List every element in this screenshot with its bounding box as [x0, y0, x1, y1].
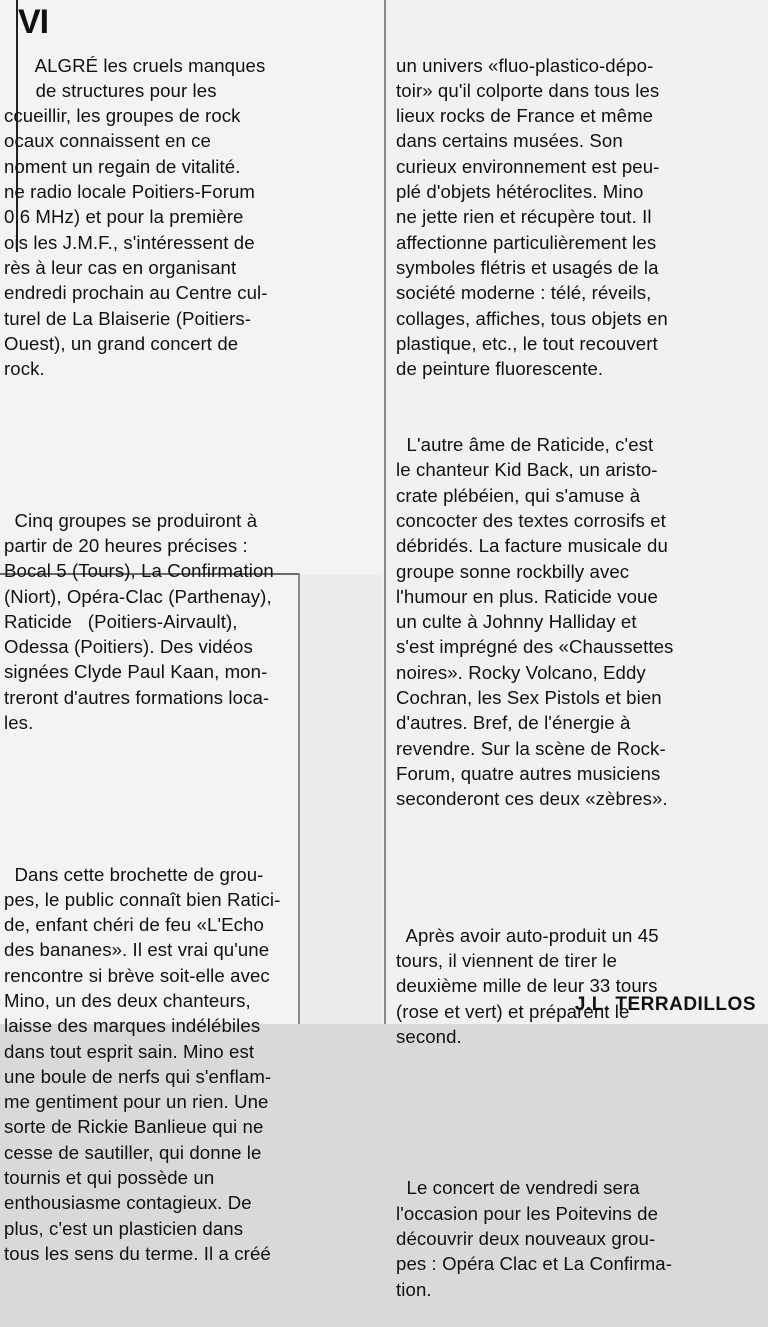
text-line: enthousiasme contagieux. De — [4, 1192, 252, 1214]
paragraph — [4, 862, 382, 1267]
text-line: second. — [396, 1025, 462, 1047]
text-line: (rose et vert) et préparent le — [396, 1000, 630, 1022]
text-line: sorte de Rickie Banlieue qui ne — [4, 1116, 264, 1138]
text-line: Forum, quatre autres musiciens — [396, 762, 661, 784]
text-line: dans certains musées. Son — [396, 130, 623, 152]
author-signature: J.L. TERRADILLOS — [574, 994, 756, 1015]
text-line: me gentiment pour un rien. Une — [4, 1091, 269, 1113]
text-line: turel de La Blaiserie (Poitiers- — [4, 307, 252, 329]
text-line: 0,6 MHz) et pour la première — [4, 206, 244, 228]
paper-edge — [384, 0, 386, 1024]
text-line: tours, il viennent de tirer le — [396, 949, 618, 971]
text-line: Le concert de vendredi sera — [396, 1177, 640, 1199]
text-line: plastique, etc., le tout recouvert — [396, 332, 658, 354]
text-line: pes, le public connaît bien Ratici- — [4, 888, 281, 910]
text-line: Cochran, les Sex Pistols et bien — [396, 687, 662, 709]
text-line: des bananes». Il est vrai qu'une — [4, 939, 270, 961]
text-line: concocter des textes corrosifs et — [396, 509, 666, 531]
text-line: Dans cette brochette de grou- — [4, 863, 264, 885]
paragraph — [4, 508, 382, 736]
text-line: Après avoir auto-produit un 45 — [396, 924, 659, 946]
text-line: une boule de nerfs qui s'enflam- — [4, 1065, 272, 1087]
text-line: noment un regain de vitalité. — [4, 155, 241, 177]
text-line: ne jette rien et récupère tout. Il — [396, 206, 652, 228]
text-line: ccueillir, les groupes de rock — [4, 105, 241, 127]
text-line: (Niort), Opéra-Clac (Parthenay), — [4, 585, 272, 607]
text-line: curieux environnement est peu- — [396, 155, 660, 177]
text-line: ne radio locale Poitiers-Forum — [4, 181, 256, 203]
text-line: ocaux connaissent en ce — [4, 130, 211, 152]
text-line: seconderont ces deux «zèbres». — [396, 788, 668, 810]
text-line: endredi prochain au Centre cul- — [4, 282, 268, 304]
text-line: tion. — [396, 1278, 432, 1300]
text-line: groupe sonne rockbilly avec — [396, 560, 630, 582]
drop-cap: VI — [18, 3, 49, 41]
text-line: Cinq groupes se produiront à — [4, 509, 258, 531]
text-line: pes : Opéra Clac et La Confirma- — [396, 1253, 673, 1275]
text-line: lieux rocks de France et même — [396, 105, 654, 127]
text-line: revendre. Sur la scène de Rock- — [396, 737, 666, 759]
article-column-right — [396, 2, 758, 1327]
paragraph — [396, 1175, 758, 1301]
text-line: de structures pour les — [4, 79, 217, 101]
text-line: ois les J.M.F., s'intéressent de — [4, 231, 255, 253]
paragraph — [396, 923, 758, 1049]
text-line: tournis et qui possède un — [4, 1167, 215, 1189]
text-line: plé d'objets hétéroclites. Mino — [396, 181, 644, 203]
text-line: Ouest), un grand concert de — [4, 332, 239, 354]
text-line: l'occasion pour les Poitevins de — [396, 1202, 659, 1224]
text-line: treront d'autres formations loca- — [4, 686, 270, 708]
text-line: Bocal 5 (Tours), La Confirmation — [4, 560, 274, 582]
text-line: Odessa (Poitiers). Des vidéos — [4, 636, 253, 658]
text-line: noires». Rocky Volcano, Eddy — [396, 661, 646, 683]
text-line: cesse de sautiller, qui donne le — [4, 1141, 262, 1163]
text-line: de peinture fluorescente. — [396, 358, 604, 380]
text-line: deuxième mille de leur 33 tours — [396, 975, 658, 997]
text-line: collages, affiches, tous objets en — [396, 307, 668, 329]
text-line: découvrir deux nouveaux grou- — [396, 1227, 656, 1249]
paragraph — [4, 53, 382, 382]
text-line: partir de 20 heures précises : — [4, 534, 248, 556]
text-line: rock. — [4, 358, 45, 380]
text-line: société moderne : télé, réveils, — [396, 282, 652, 304]
text-line: dans tout esprit sain. Mino est — [4, 1040, 255, 1062]
text-line: ALGRÉ les cruels manques — [4, 54, 266, 76]
text-line: Raticide (Poitiers-Airvault), — [4, 610, 238, 632]
text-line: laisse des marques indélébiles — [4, 1015, 261, 1037]
text-line: tous les sens du terme. Il a créé — [4, 1242, 271, 1264]
text-line: un univers «fluo-plastico-dépo- — [396, 54, 654, 76]
text-line: Mino, un des deux chanteurs, — [4, 989, 251, 1011]
text-line: symboles flétris et usagés de la — [396, 256, 659, 278]
text-line: d'autres. Bref, de l'énergie à — [396, 712, 631, 734]
article-column-left — [4, 2, 382, 1292]
text-line: débridés. La facture musicale du — [396, 535, 668, 557]
text-line: un culte à Johnny Halliday et — [396, 611, 637, 633]
text-line: L'autre âme de Raticide, c'est — [396, 434, 654, 456]
text-line: s'est imprégné des «Chaussettes — [396, 636, 674, 658]
paragraph — [396, 432, 758, 811]
text-line: de, enfant chéri de feu «L'Echo — [4, 914, 264, 936]
text-line: les. — [4, 712, 34, 734]
paragraph — [396, 53, 758, 382]
text-line: crate plébéien, qui s'amuse à — [396, 484, 641, 506]
text-line: le chanteur Kid Back, un aristo- — [396, 459, 658, 481]
text-line: toir» qu'il colporte dans tous les — [396, 79, 660, 101]
text-line: l'humour en plus. Raticide voue — [396, 585, 658, 607]
text-line: rencontre si brève soit-elle avec — [4, 964, 270, 986]
text-line: rès à leur cas en organisant — [4, 256, 237, 278]
text-line: plus, c'est un plasticien dans — [4, 1217, 244, 1239]
text-line: signées Clyde Paul Kaan, mon- — [4, 661, 268, 683]
text-line: affectionne particulièrement les — [396, 231, 657, 253]
